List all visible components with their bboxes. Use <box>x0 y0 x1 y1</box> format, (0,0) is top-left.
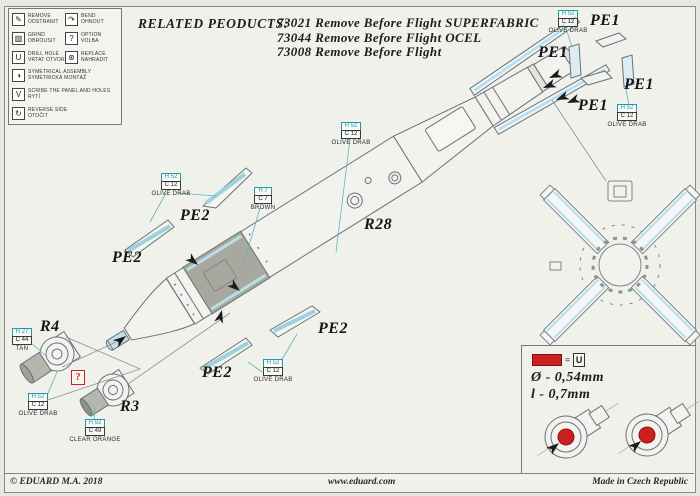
paint-code-h: H 52 <box>558 10 579 19</box>
grind-icon: ▨ <box>12 32 25 45</box>
replace-icon: ⊛ <box>65 51 78 64</box>
symbol-legend <box>8 8 122 125</box>
legend-label-en: SYMETRICAL ASSEMBLY <box>28 69 92 76</box>
legend-item-option <box>65 32 118 45</box>
related-products-list <box>277 16 539 60</box>
part-label-r4: R4 <box>40 318 60 335</box>
drill-diameter: Ø - 0,54mm <box>531 370 605 385</box>
color-callout-tan <box>0 328 44 352</box>
color-callout-olive-drab <box>143 173 199 197</box>
drill-spec-legend <box>532 353 585 367</box>
part-label-pe1: PE1 <box>578 97 608 114</box>
paint-name: TAN <box>15 346 29 352</box>
fin-arm <box>539 184 608 253</box>
legend-label-cz: NAHRADIT <box>81 56 109 63</box>
legend-label-cz: SYMETRICKÁ MONTÁŽ <box>28 75 87 82</box>
legend-label-en: REPLACE <box>81 50 106 57</box>
fin-arm <box>631 276 700 345</box>
red-drill-swatch <box>532 354 562 366</box>
paint-code-h: H 7 <box>254 187 271 196</box>
part-label-pe1: PE1 <box>538 44 568 61</box>
paint-code-c: C 12 <box>161 181 182 190</box>
paint-code-c: C 12 <box>341 130 362 139</box>
legend-label-en: GRIND <box>28 31 46 38</box>
paint-code-h: H 52 <box>263 359 284 368</box>
paint-code-c: C 12 <box>617 112 638 121</box>
color-callout-olive-drab <box>599 104 655 128</box>
related-products-title: RELATED PEODUCTS: <box>138 16 289 31</box>
part-label-pe2: PE2 <box>180 207 210 224</box>
legend-label-cz: VRTAT OTVOR <box>28 56 65 63</box>
legend-item-bend <box>65 13 118 26</box>
legend-label-en: REMOVE <box>28 13 51 19</box>
paint-name: OLIVE DRAB <box>548 28 588 34</box>
option-icon: ? <box>65 32 78 45</box>
paint-code-c: C 7 <box>254 195 271 204</box>
legend-label-cz: RYTÍ <box>28 94 41 101</box>
drill-hole-icon: U <box>12 51 25 64</box>
legend-item-remove <box>12 13 65 26</box>
fin-arm <box>539 276 608 345</box>
pe1-plate <box>581 71 612 85</box>
drill-hole-icon: U <box>573 353 585 367</box>
legend-label-en: SCRIBE THE PANEL AND HOLES <box>28 88 111 95</box>
made-in-label: Made in Czech Republic <box>592 477 688 487</box>
paint-code-h: H 92 <box>85 419 106 428</box>
color-callout-olive-drab <box>245 359 301 383</box>
paint-code-c: C 44 <box>12 336 33 345</box>
legend-label-cz: OHNOUT <box>81 19 104 25</box>
paint-code-c: C 49 <box>85 427 106 436</box>
color-callout-olive-drab <box>323 122 379 146</box>
paint-name: OLIVE DRAB <box>151 191 191 197</box>
pe2-fin <box>270 306 320 337</box>
fin-arm <box>631 184 700 253</box>
paint-name: CLEAR ORANGE <box>69 437 121 443</box>
paint-code-h: H 52 <box>161 173 182 182</box>
color-callout-brown <box>235 187 291 211</box>
drill-depth: l - 0,7mm <box>531 387 591 402</box>
paint-code-h: H 27 <box>12 328 33 337</box>
color-callout-olive-drab <box>540 10 596 34</box>
part-label-pe1: PE1 <box>624 76 654 93</box>
legend-label-en: DRILL HOLE <box>28 50 59 57</box>
legend-label-cz: OBROUSIT <box>28 37 56 44</box>
part-label-pe2: PE2 <box>318 320 348 337</box>
legend-label-en: OPTION <box>81 31 102 38</box>
symmetrical-assembly-icon: ◑ <box>12 69 25 82</box>
paint-code-h: H 52 <box>28 393 49 402</box>
legend-item-reverse-side <box>12 107 118 120</box>
paint-name: BROWN <box>250 205 276 211</box>
scribe-icon: V <box>12 88 25 101</box>
option-marker: ? <box>71 370 85 385</box>
paint-code-h: H 52 <box>617 104 638 113</box>
paint-code-c: C 12 <box>558 18 579 27</box>
related-product: 73044 Remove Before Flight OCEL <box>277 29 482 45</box>
legend-label-cz: VOLBA <box>81 37 99 44</box>
rear-fin-detail-view <box>539 181 700 346</box>
paint-name: OLIVE DRAB <box>18 411 58 417</box>
legend-item-symmetrical-assembly <box>12 69 118 82</box>
bend-icon: ↷ <box>65 13 78 26</box>
paint-name: OLIVE DRAB <box>607 122 647 128</box>
paint-code-h: H 52 <box>341 122 362 131</box>
legend-label-en: REVERSE SIDE <box>28 106 68 113</box>
part-label-r28: R28 <box>364 216 393 233</box>
legend-item-replace <box>65 51 118 64</box>
part-label-pe2: PE2 <box>112 249 142 266</box>
website-link[interactable]: www.eduard.com <box>328 477 396 487</box>
reverse-side-icon: ↻ <box>12 107 25 120</box>
paint-code-c: C 12 <box>28 401 49 410</box>
color-callout-clear-orange <box>67 419 123 443</box>
related-product: 73008 Remove Before Flight <box>277 44 442 59</box>
equals-sign: = <box>565 355 571 365</box>
legend-item-grind <box>12 32 65 45</box>
legend-label-cz: ODSTRANIT <box>28 19 59 25</box>
part-label-r3: R3 <box>120 398 140 415</box>
legend-item-drill-hole <box>12 51 65 64</box>
part-label-pe1: PE1 <box>590 12 620 29</box>
related-product: 73021 Remove Before Flight SUPERFABRIC <box>277 15 539 30</box>
legend-label-cz: OTOČIT <box>28 112 48 119</box>
pe1-plate <box>569 44 581 78</box>
footer <box>4 473 694 492</box>
legend-label-en: BEND <box>81 13 96 19</box>
legend-item-scribe <box>12 88 118 101</box>
paint-name: OLIVE DRAB <box>253 377 293 383</box>
part-label-pe2: PE2 <box>202 364 232 381</box>
paint-name: OLIVE DRAB <box>331 140 371 146</box>
remove-icon: ✎ <box>12 13 25 26</box>
pe1-plate <box>596 33 626 47</box>
color-callout-olive-drab <box>10 393 66 417</box>
copyright: © EDUARD M.A. 2018 <box>10 477 103 487</box>
paint-code-c: C 12 <box>263 367 284 376</box>
